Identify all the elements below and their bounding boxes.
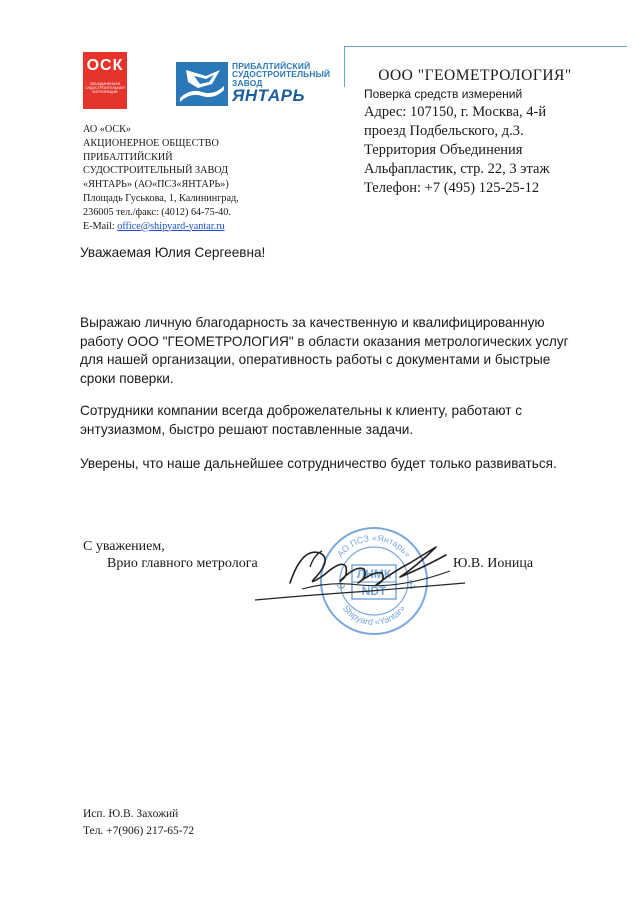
yantar-logo — [176, 62, 341, 106]
sender-block — [83, 123, 283, 233]
paragraph-future: Уверены, что наше дальнейшее сотрудничество будет только развиваться. — [80, 456, 557, 471]
recipient-line: Территория Объединения — [364, 142, 523, 158]
email-label: E-Mail: — [83, 220, 118, 232]
sender-line: АКЦИОНЕРНОЕ ОБЩЕСТВО — [83, 137, 219, 149]
recipient-company: ООО "ГЕОМЕТРОЛОГИЯ" — [378, 67, 572, 84]
greeting: Уважаемая Юлия Сергеевна! — [80, 245, 266, 260]
sender-line: 236005 тел./факс: (4012) 64-75-40. — [83, 206, 231, 218]
yantar-wordmark — [232, 62, 344, 104]
sender-line: «ЯНТАРЬ» (АО«ПСЗ«ЯНТАРЬ») — [83, 179, 229, 191]
recipient-line: Адрес: 107150, г. Москва, 4-й — [364, 104, 547, 120]
signer-position: Врио главного метролога — [107, 556, 258, 571]
recipient-line: Телефон: +7 (495) 125-25-12 — [364, 180, 540, 196]
closing-phrase: С уважением, — [83, 539, 165, 554]
sender-line: ПРИБАЛТИЙСКИЙ СУДОСТРОИТЕЛЬНЫЙ ЗАВОД — [83, 151, 229, 177]
seal-center-bottom: NDT — [361, 584, 387, 598]
seal-top-text: АО ПСЗ «Янтарь» — [335, 532, 414, 560]
recipient-line: проезд Подбельского, д.3. — [364, 123, 524, 139]
seal-anchor-icon-left: ⚓ — [336, 580, 346, 589]
handwritten-signature-icon — [250, 525, 470, 628]
yantar-brand: ЯНТАРЬ — [232, 86, 306, 106]
recipient-subtitle: Поверка средств измерений — [364, 87, 523, 101]
recipient-line: Альфапластик, стр. 22, 3 этаж — [364, 161, 550, 177]
signer-name: Ю.В. Ионица — [453, 556, 534, 571]
paragraph-staff: Сотрудники компании всегда доброжелательны к клиенту, работают с энтузиазмом, быстро решают поставленные задачи. — [80, 403, 523, 437]
seal-center-top: ЛНМК — [356, 567, 392, 581]
executor-name: Исп. Ю.В. Захожий — [83, 808, 179, 820]
recipient-address — [364, 103, 624, 198]
executor-block — [83, 806, 194, 840]
yantar-line-3: ЗАВОД — [232, 77, 263, 88]
yantar-emblem-icon — [176, 62, 228, 106]
osk-logo-subtitle: ОБЪЕДИНЁННАЯ СУДОСТРОИТЕЛЬНАЯ КОРПОРАЦИЯ — [85, 82, 125, 95]
paragraph-thanks: Выражаю личную благодарность за качественную и квалифицированную работу ООО "ГЕОМЕТРОЛОГИЯ" в области оказания метрологических услуг для нашей организации, оперативность работы с документами и быстрые сроки поверки. — [80, 315, 569, 386]
recipient-block — [364, 67, 624, 198]
seal-bottom-text: Shipyard «Yantar» — [340, 603, 408, 628]
sender-line: АО «ОСК» — [83, 124, 132, 135]
yantar-line-1: ПРИБАЛТИЙСКИЙ — [232, 61, 311, 71]
sender-email-row — [83, 220, 283, 234]
sender-line: Площадь Гуськова, 1, Калининград, — [83, 192, 239, 204]
yantar-line-2: СУДОСТРОИТЕЛЬНЫЙ — [232, 69, 331, 80]
osk-logo — [83, 52, 127, 109]
seal-anchor-icon-right: ⚓ — [406, 580, 416, 589]
executor-phone: Тел. +7(906) 217-65-72 — [83, 825, 195, 837]
email-link[interactable]: office@shipyard-yantar.ru — [117, 220, 225, 232]
osk-logo-mark: ОСК — [86, 57, 124, 74]
